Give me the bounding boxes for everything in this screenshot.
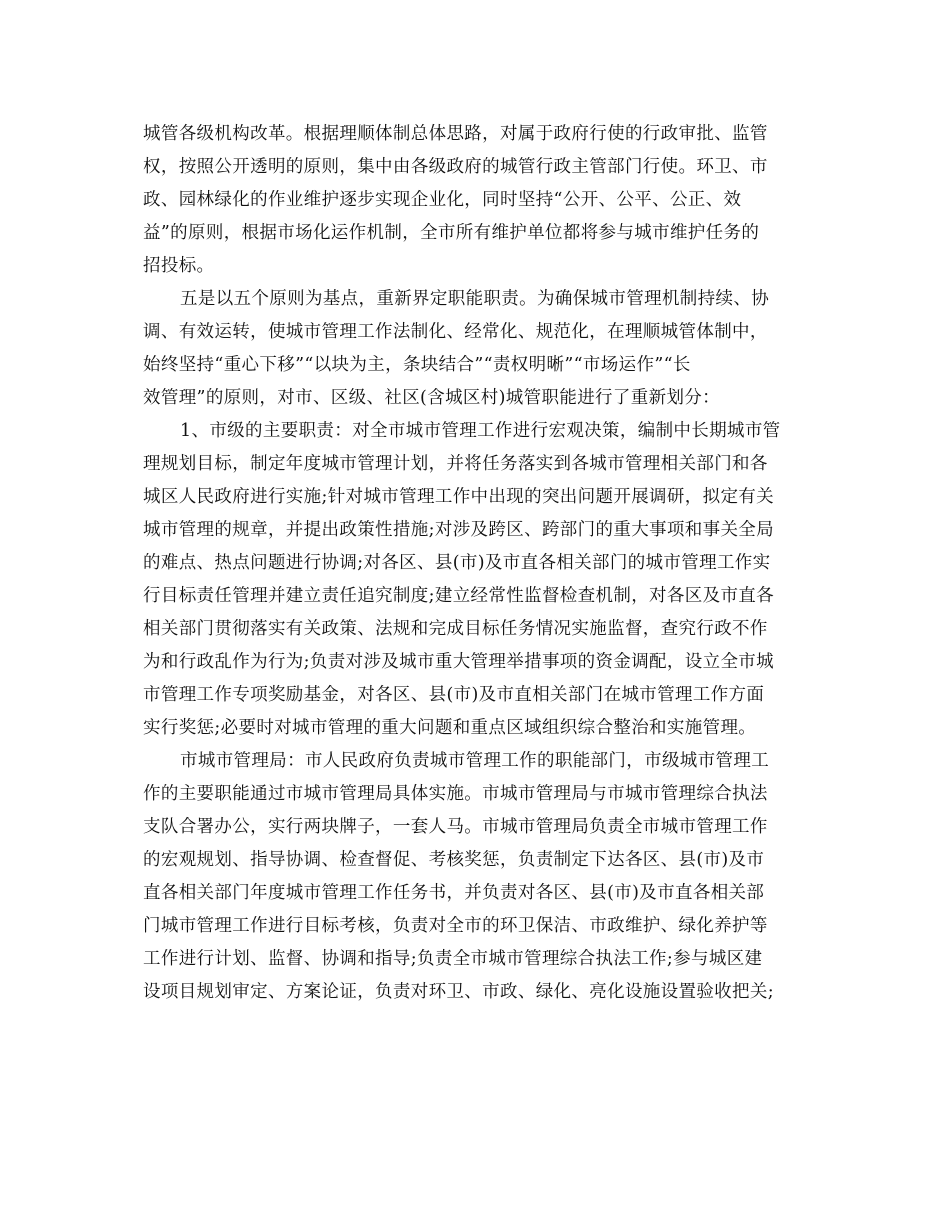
text-line: 理规划目标，制定年度城市管理计划，并将任务落实到各城市管理相关部门和各 bbox=[143, 454, 768, 474]
paragraph-p3 bbox=[143, 415, 805, 745]
text-line: 权，按照公开透明的原则，集中由各级政府的城管行政主管部门行使。环卫、市 bbox=[143, 157, 768, 177]
text-line: 效管理”的原则，对市、区级、社区(含城区村)城管职能进行了重新划分： bbox=[143, 388, 720, 408]
text-line: 城市管理的规章，并提出政策性措施;对涉及跨区、跨部门的重大事项和事关全局 bbox=[143, 520, 774, 540]
text-line: 始终坚持“重心下移”“以块为主，条块结合”“责权明晰”“市场运作”“长 bbox=[143, 355, 691, 375]
document-body bbox=[143, 118, 805, 1009]
text-line: 城管各级机构改革。根据理顺体制总体思路，对属于政府行使的行政审批、监管 bbox=[143, 124, 768, 144]
text-line: 的难点、热点问题进行协调;对各区、县(市)及市直各相关部门的城市管理工作实 bbox=[143, 553, 771, 573]
text-line: 支队合署办公，实行两块牌子，一套人马。市城市管理局负责全市城市管理工作 bbox=[143, 817, 768, 837]
text-line: 工作进行计划、监督、协调和指导;负责全市城市管理综合执法工作;参与城区建 bbox=[143, 949, 763, 969]
text-line: 门城市管理工作进行目标考核，负责对全市的环卫保洁、市政维护、绿化养护等 bbox=[143, 916, 768, 936]
text-line: 设项目规划审定、方案论证，负责对环卫、市政、绿化、亮化设施设置验收把关; bbox=[143, 982, 774, 1002]
text-line: 益”的原则，根据市场化运作机制，全市所有维护单位都将参与城市维护任务的 bbox=[143, 223, 760, 243]
text-line: 作的主要职能通过市城市管理局具体实施。市城市管理局与市城市管理综合执法 bbox=[143, 784, 768, 804]
text-line: 调、有效运转，使城市管理工作法制化、经常化、规范化，在理顺城管体制中， bbox=[143, 322, 768, 342]
text-line: 市管理工作专项奖励基金，对各区、县(市)及市直相关部门在城市管理工作方面 bbox=[143, 685, 765, 705]
text-line: 政、园林绿化的作业维护逐步实现企业化，同时坚持“公开、公平、公正、效 bbox=[143, 190, 742, 210]
text-line-first: 市城市管理局：市人民政府负责城市管理工作的职能部门，市级城市管理工 bbox=[180, 751, 770, 771]
text-line: 的宏观规划、指导协调、检查督促、考核奖惩，负责制定下达各区、县(市)及市 bbox=[143, 850, 765, 870]
text-line: 实行奖惩;必要时对城市管理的重大问题和重点区域组织综合整治和实施管理。 bbox=[143, 718, 757, 738]
text-line-first: 五是以五个原则为基点，重新界定职能职责。为确保城市管理机制持续、协 bbox=[180, 289, 770, 309]
text-line-first: 1、市级的主要职责：对全市城市管理工作进行宏观决策，编制中长期城市管 bbox=[180, 421, 781, 441]
paragraph-p2 bbox=[143, 283, 805, 415]
text-line: 为和行政乱作为行为;负责对涉及城市重大管理举措事项的资金调配，设立全市城 bbox=[143, 652, 774, 672]
text-line: 相关部门贯彻落实有关政策、法规和完成目标任务情况实施监督，查究行政不作 bbox=[143, 619, 768, 639]
text-line: 招投标。 bbox=[143, 256, 215, 276]
text-line: 城区人民政府进行实施;针对城市管理工作中出现的突出问题开展调研，拟定有关 bbox=[143, 487, 774, 507]
text-line: 行目标责任管理并建立责任追究制度;建立经常性监督检查机制，对各区及市直各 bbox=[143, 586, 774, 606]
paragraph-p1 bbox=[143, 118, 805, 283]
paragraph-p4 bbox=[143, 745, 805, 1009]
text-line: 直各相关部门年度城市管理工作任务书，并负责对各区、县(市)及市直各相关部 bbox=[143, 883, 765, 903]
